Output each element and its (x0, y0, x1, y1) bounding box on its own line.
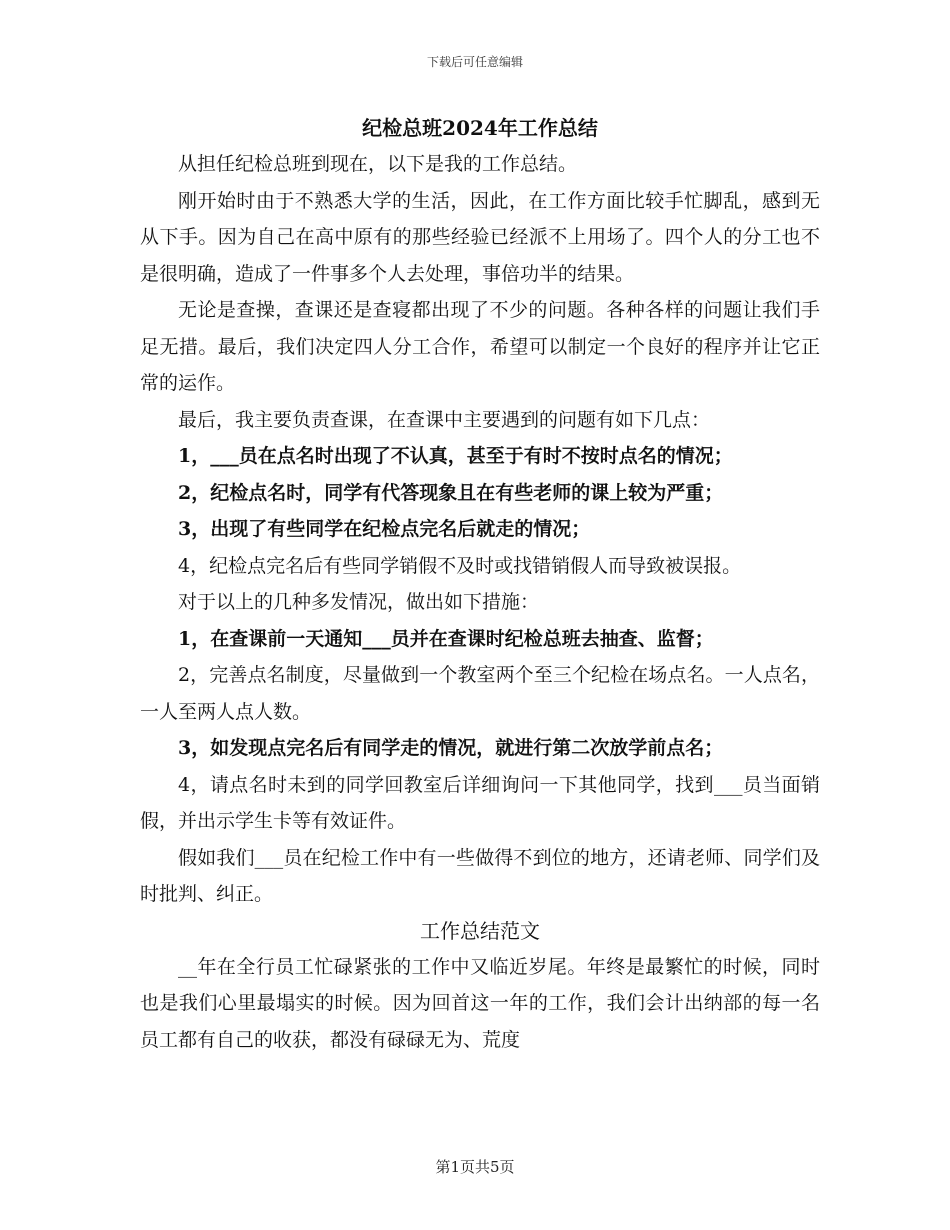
paragraph: 刚开始时由于不熟悉大学的生活，因此，在工作方面比较手忙脚乱，感到无从下手。因为自己在高中原有的那些经验已经派不上用场了。四个人的分工也不是很明确，造成了一件事多个人去处理，事倍功半的结果。 (140, 189, 820, 285)
document-body (140, 110, 820, 1058)
paragraph: 对于以上的几种多发情况，做出如下措施： (178, 591, 540, 613)
header-note: 下载后可任意编辑 (426, 55, 523, 69)
problem-item-4: 4，纪检点完名后有些同学销假不及时或找错销假人而导致被误报。 (178, 554, 742, 577)
problem-item-1: 1，___员在点名时出现了不认真，甚至于有时不按时点名的情况； (178, 445, 733, 467)
problem-item-2: 2，纪检点名时，同学有代答现象且在有些老师的课上较为严重； (178, 481, 724, 504)
paragraph: __年在全行员工忙碌紧张的工作中又临近岁尾。年终是最繁忙的时候，同时也是我们心里最塌实的时候。因为回首这一年的工作，我们会计出纳部的每一名员工都有自己的收获，都没有碌碌无为、荒度 (140, 955, 820, 1051)
paragraph: 假如我们___员在纪检工作中有一些做得不到位的地方，还请老师、同学们及时批判、纠正。 (140, 846, 820, 905)
paragraph: 无论是查操，查课还是查寝都出现了不少的问题。各种各样的问题让我们手足无措。最后，我们决定四人分工合作，希望可以制定一个良好的程序并让它正常的运作。 (140, 299, 820, 394)
document-title: 纪检总班2024年工作总结 (362, 116, 598, 140)
section-title: 工作总结范文 (420, 918, 540, 943)
paragraph: 从担任纪检总班到现在，以下是我的工作总结。 (178, 153, 578, 175)
measure-item-3: 3，如发现点完名后有同学走的情况，就进行第二次放学前点名； (178, 737, 724, 759)
measure-item-1: 1，在查课前一天通知___员并在查课时纪检总班去抽查、监督； (178, 627, 714, 650)
measure-item-4: 4，请点名时未到的同学回教室后详细询问一下其他同学，找到___员当面销假，并出示学生卡等有效证件。 (140, 773, 820, 832)
measure-item-2: 2，完善点名制度，尽量做到一个教室两个至三个纪检在场点名。一人点名，一人至两人点人数。 (140, 664, 820, 723)
paragraph: 最后，我主要负责查课，在查课中主要遇到的问题有如下几点： (178, 408, 711, 431)
page-number: 第1页共5页 (435, 1158, 515, 1176)
problem-item-3: 3，出现了有些同学在纪检点完名后就走的情况； (178, 518, 591, 540)
